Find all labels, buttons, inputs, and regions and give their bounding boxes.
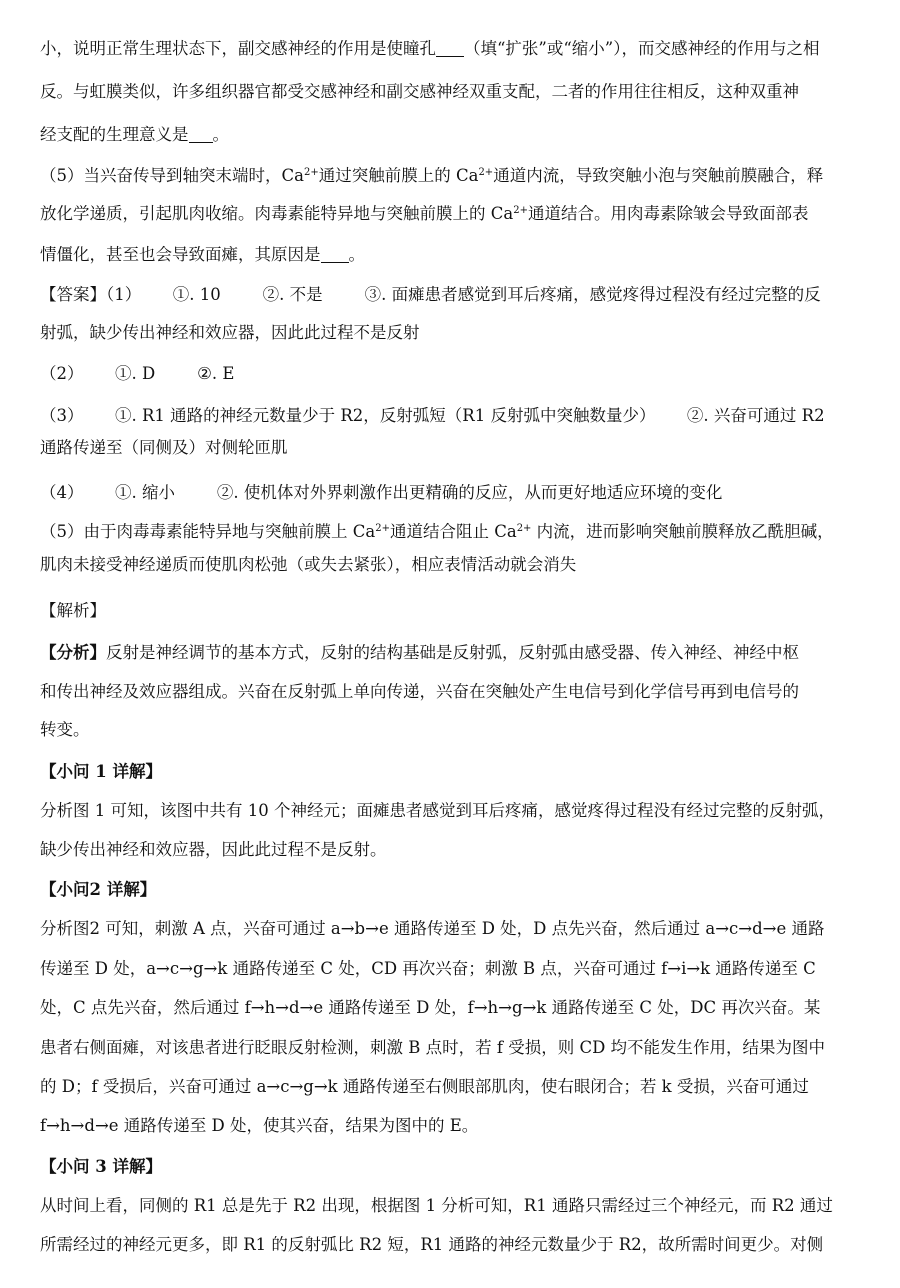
q5-text-c: 通道内流，导致突触小泡与突触前膜融合，释 — [493, 166, 824, 185]
q5-text-a: （5）当兴奋传导到轴突末端时，Ca — [40, 166, 304, 185]
fenxi-line2: 和传出神经及效应器组成。兴奋在反射弧上单向传递，兴奋在突触处产生电信号到化学信号再到电信号的 — [40, 682, 799, 701]
sub2-line2: 传递至 D 处，a→c→g→k 通路传递至 C 处，CD 再次兴奋；刺激 B 点，兴奋可通过 f→i→k 通路传递至 C — [40, 959, 816, 978]
analysis-heading: 【解析】 — [40, 601, 106, 620]
answer-2: （2） ①. D ②. E — [40, 364, 235, 383]
fenxi-text: 反射是神经调节的基本方式，反射的结构基础是反射弧，反射弧由感受器、传入神经、神经中枢 — [106, 643, 799, 662]
answer-5-line2: 肌肉未接受神经递质而使肌肉松弛（或失去紧张），相应表情活动就会消失 — [40, 555, 577, 574]
answer-3-line2: 通路传递至（同侧及）对侧轮匝肌 — [40, 438, 288, 457]
superscript: 2+ — [516, 523, 532, 534]
fenxi-line1 — [40, 634, 870, 671]
answer-5-text-b: 通道结合阻止 Ca — [389, 522, 517, 541]
sub2-line6: f→h→d→e 通路传递至 D 处，使其兴奋，结果为图中的 E。 — [40, 1116, 479, 1135]
sub3-line1: 从时间上看，同侧的 R1 总是先于 R2 出现，根据图 1 分析可知，R1 通路只需经过三个神经元，而 R2 通过 — [40, 1196, 833, 1215]
q4-line3-text-b: 。 — [212, 125, 229, 144]
q5-line2-text-b: 通道结合。用肉毒素除皱会导致面部表 — [527, 204, 809, 223]
fill-blank — [321, 244, 349, 263]
fill-blank — [436, 38, 464, 57]
answer-line1: 【答案】（1） ①. 10 ②. 不是 ③. 面瘫患者感觉到耳后疼痛，感觉疼得过程没有经过完整的反 — [40, 285, 821, 304]
q5-line2 — [40, 195, 870, 232]
q5-text-b: 通过突触前膜上的 Ca — [318, 166, 479, 185]
sub1-heading: 【小问 1 详解】 — [40, 762, 162, 781]
q5-line2-text-a: 放化学递质，引起肌肉收缩。肉毒素能特异地与突触前膜上的 Ca — [40, 204, 514, 223]
fenxi-line3: 转变。 — [40, 720, 90, 739]
sub2-line3: 处，C 点先兴奋，然后通过 f→h→d→e 通路传递至 D 处，f→h→g→k 通路传递至 C 处，DC 再次兴奋。某 — [40, 998, 821, 1017]
superscript: 2+ — [513, 205, 528, 216]
fill-blank — [189, 124, 213, 143]
superscript: 2+ — [478, 167, 494, 178]
q4-line1-text-a: 小，说明正常生理状态下，副交感神经的作用是使瞳孔 — [40, 39, 436, 58]
answer-5-line1 — [40, 513, 870, 550]
sub1-line2: 缺少传出神经和效应器，因此此过程不是反射。 — [40, 840, 387, 859]
q4-line3-text-a: 经支配的生理意义是 — [40, 125, 189, 144]
answer-5-text-c: 内流，进而影响突触前膜释放乙酰胆碱， — [531, 522, 834, 541]
q5-line3-text-a: 情僵化，甚至也会导致面瘫，其原因是 — [40, 245, 321, 264]
q4-line3 — [40, 116, 870, 153]
answer-4: （4） ①. 缩小 ②. 使机体对外界刺激作出更精确的反应，从而更好地适应环境的变化 — [40, 483, 723, 502]
sub3-line2: 所需经过的神经元更多，即 R1 的反射弧比 R2 短，R1 通路的神经元数量少于 R2，故所需时间更少。对侧 — [40, 1235, 824, 1254]
q4-line1-text-b: （填“扩张”或“缩小”），而交感神经的作用与之相 — [464, 39, 820, 58]
answer-5-text-a: （5）由于肉毒毒素能特异地与突触前膜上 Ca — [40, 522, 376, 541]
sub2-line1: 分析图2 可知，刺激 A 点，兴奋可通过 a→b→e 通路传递至 D 处，D 点先兴奋，然后通过 a→c→d→e 通路 — [40, 919, 825, 938]
sub1-line1: 分析图 1 可知，该图中共有 10 个神经元；面瘫患者感觉到耳后疼痛，感觉疼得过程没有经过完整的反射弧， — [40, 801, 835, 820]
sub2-line5: 的 D；f 受损后，兴奋可通过 a→c→g→k 通路传递至右侧眼部肌肉，使右眼闭合；若 k 受损，兴奋可通过 — [40, 1077, 809, 1096]
answer-line2: 射弧，缺少传出神经和效应器，因此此过程不是反射 — [40, 323, 420, 342]
answer-3-line1: （3） ①. R1 通路的神经元数量少于 R2，反射弧短（R1 反射弧中突触数量少） ②. 兴奋可通过 R2 — [40, 406, 825, 425]
q4-line2: 反。与虹膜类似，许多组织器官都受交感神经和副交感神经双重支配，二者的作用往往相反，这种双重神 — [40, 82, 799, 101]
superscript: 2+ — [375, 523, 390, 534]
q5-line3-text-b: 。 — [348, 245, 365, 264]
q4-line1 — [40, 30, 870, 67]
sub2-line4: 患者右侧面瘫，对该患者进行眨眼反射检测，刺激 B 点时，若 f 受损，则 CD 均不能发生作用，结果为图中 — [40, 1038, 826, 1057]
superscript: 2+ — [303, 167, 319, 178]
sub3-heading: 【小问 3 详解】 — [40, 1157, 162, 1176]
sub2-heading: 【小问2 详解】 — [40, 880, 157, 899]
q5-line3 — [40, 236, 870, 273]
fenxi-label: 【分析】 — [40, 643, 106, 662]
q5-line1 — [40, 157, 870, 194]
